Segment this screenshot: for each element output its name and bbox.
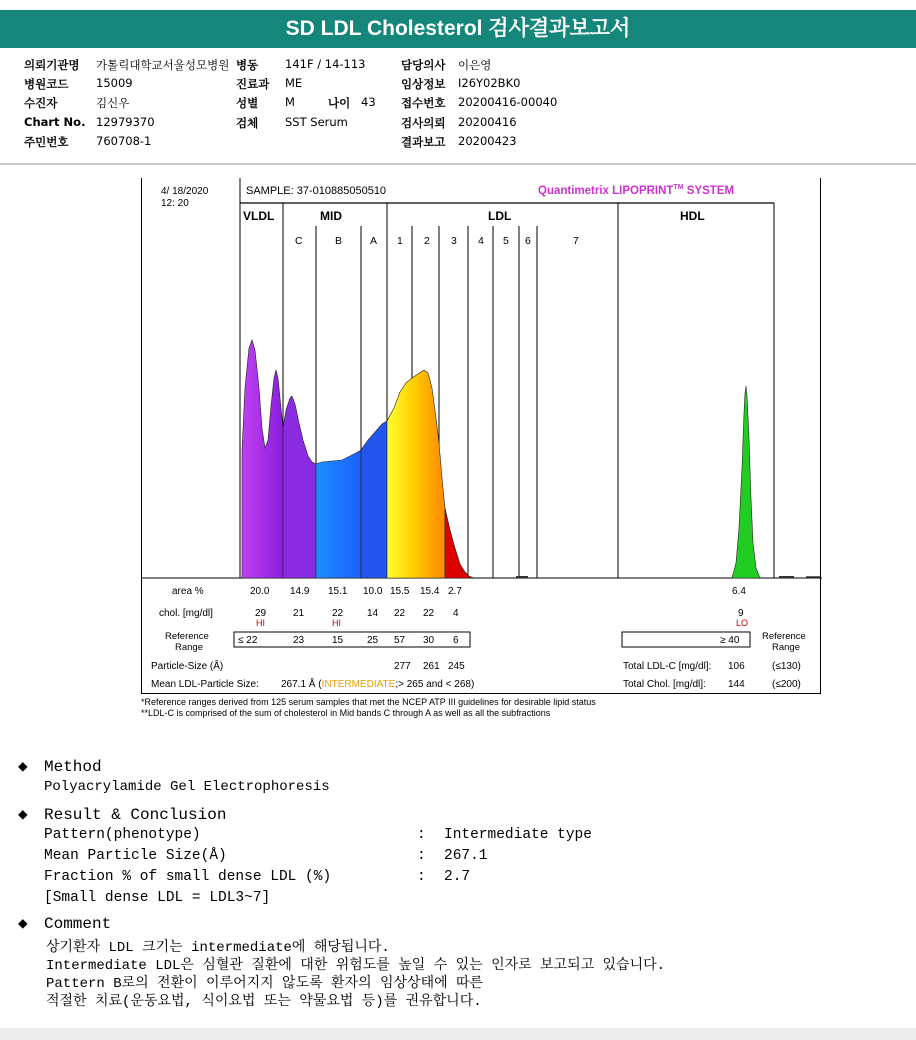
total-chol-label: Total Chol. [mg/dl]: (623, 679, 706, 690)
area-label: area % (172, 586, 204, 597)
ref-label: Range (175, 642, 203, 653)
particle-value: 277 (394, 661, 411, 672)
ref-value: 30 (423, 635, 435, 646)
total-chol-ref: (≤200) (772, 679, 801, 690)
flag-hi: HI (256, 618, 265, 628)
info-label: 나이 (328, 96, 351, 110)
chol-value: 22 (394, 608, 406, 619)
report-date: 4/ 18/2020 (161, 186, 209, 197)
ref-label: Reference (165, 631, 209, 642)
system-brand: Quantimetrix LIPOPRINT™ SYSTEM (538, 184, 735, 197)
chol-value: 22 (332, 608, 344, 619)
ref-label-right: Range (772, 642, 800, 653)
info-value: 이은영 (458, 58, 492, 72)
result-label: Mean Particle Size(Å) (44, 848, 227, 864)
report-time: 12: 20 (161, 198, 189, 209)
info-label: 성별 (236, 96, 259, 110)
particle-label: Particle-Size (Å) (151, 661, 224, 672)
lipoprint-report (141, 178, 821, 694)
info-value: 141F / 14-113 (285, 57, 366, 71)
diamond-bullet-icon: ◆ (18, 758, 28, 776)
chol-value: 21 (293, 608, 305, 619)
sample-id: SAMPLE: 37-010885050510 (246, 185, 387, 197)
group-hdl: HDL (680, 209, 705, 223)
result-label: Pattern(phenotype) (44, 827, 201, 843)
info-value: SST Serum (285, 115, 348, 129)
info-label: 병동 (236, 58, 259, 72)
info-value: I26Y02BK0 (458, 76, 521, 90)
diamond-bullet-icon: ◆ (18, 806, 28, 824)
band-label: C (295, 235, 303, 247)
method-heading: ◆ Method (18, 758, 102, 776)
area-value: 2.7 (448, 586, 462, 597)
chol-value: 9 (738, 608, 744, 619)
info-value: 20200423 (458, 134, 517, 148)
group-mid: MID (320, 209, 342, 223)
info-value: 김신우 (96, 96, 130, 110)
result-heading: ◆ Result & Conclusion (18, 806, 227, 824)
info-label: 담당의사 (401, 58, 446, 72)
band-label: 7 (573, 235, 579, 247)
area-value: 20.0 (250, 586, 270, 597)
method-text: Polyacrylamide Gel Electrophoresis (44, 779, 330, 795)
particle-value: 261 (423, 661, 440, 672)
footnote: *Reference ranges derived from 125 serum samples that met the NCEP ATP III guidelines for desirable lipid status (141, 697, 596, 707)
ref-value: 6 (453, 635, 459, 646)
chol-label: chol. [mg/dl] (159, 608, 213, 619)
area-value: 6.4 (732, 586, 746, 597)
result-sep: : (417, 827, 426, 843)
footnote: **LDL-C is comprised of the sum of cholesterol in Mid bands C through A as well as all the subfractions (141, 708, 551, 718)
ref-value: ≥ 40 (720, 635, 740, 646)
band-label: 6 (525, 235, 531, 247)
info-value: 가톨릭대학교서울성모병원 (96, 58, 230, 72)
info-value: ME (285, 76, 303, 90)
peak-mid-b (316, 450, 361, 578)
total-ldl-ref: (≤130) (772, 661, 801, 672)
band-label: 3 (451, 235, 457, 247)
info-value: 760708-1 (96, 134, 152, 148)
band-label: B (335, 235, 343, 247)
ref-value: 25 (367, 635, 379, 646)
ref-value: 15 (332, 635, 344, 646)
electrophoresis-graph (142, 178, 822, 694)
comment-line: 적절한 치료(운동요법, 식이요법 또는 약물요법 등)를 권유합니다. (46, 994, 482, 1010)
info-label: Chart No. (24, 115, 86, 129)
info-label: 진료과 (236, 77, 270, 91)
info-label: 결과보고 (401, 135, 446, 149)
particle-value: 245 (448, 661, 465, 672)
total-ldl-label: Total LDL-C [mg/dl]: (623, 661, 712, 672)
result-value: Intermediate type (444, 827, 592, 843)
area-value: 15.4 (420, 586, 440, 597)
group-ldl: LDL (488, 209, 512, 223)
info-label: 의뢰기관명 (24, 58, 80, 72)
info-label: 검사의뢰 (401, 116, 446, 130)
band-label: 5 (503, 235, 509, 247)
total-ldl-value: 106 (728, 661, 745, 672)
info-value: 12979370 (96, 115, 155, 129)
result-value: 2.7 (444, 869, 471, 885)
band-label: 2 (424, 235, 430, 247)
area-value: 10.0 (363, 586, 383, 597)
result-label: Fraction % of small dense LDL (%) (44, 869, 332, 885)
info-value: 20200416-00040 (458, 95, 558, 109)
chol-value: 22 (423, 608, 435, 619)
ref-value: ≤ 22 (238, 635, 258, 646)
info-value: 20200416 (458, 115, 517, 129)
comment-heading: ◆ Comment (18, 915, 112, 933)
info-label: 수진자 (24, 96, 58, 110)
info-value: 43 (361, 95, 376, 109)
flag-lo: LO (736, 618, 749, 628)
peak-vldl (242, 340, 283, 578)
comment-line: Intermediate LDL은 심혈관 질환에 대한 위험도를 높일 수 있는 인자로 보고되고 있습니다. (46, 958, 666, 974)
band-label: 4 (478, 235, 484, 247)
total-chol-value: 144 (728, 679, 745, 690)
area-value: 15.5 (390, 586, 410, 597)
report-title: SD LDL Cholesterol 검사결과보고서 (0, 10, 916, 48)
mean-size-value: 267.1 Å (INTERMEDIATE;> 265 and < 268) (281, 679, 475, 690)
chol-value: 29 (255, 608, 267, 619)
info-value: M (285, 95, 295, 109)
group-vldl: VLDL (243, 209, 275, 223)
ref-label-right: Reference (762, 631, 806, 642)
ref-value: 57 (394, 635, 406, 646)
peak-hdl (732, 386, 760, 578)
result-sep: : (417, 848, 426, 864)
result-sep: : (417, 869, 426, 885)
diamond-bullet-icon: ◆ (18, 915, 28, 933)
flag-hi: HI (332, 618, 341, 628)
mean-size-label: Mean LDL-Particle Size: (151, 679, 259, 690)
peak-ldl (387, 370, 445, 578)
info-label: 병원코드 (24, 77, 69, 91)
info-label: 검체 (236, 116, 259, 130)
comment-line: 상기환자 LDL 크기는 intermediate에 해당됩니다. (46, 940, 390, 956)
band-label: 1 (397, 235, 403, 247)
result-note: [Small dense LDL = LDL3~7] (44, 890, 271, 906)
chol-value: 14 (367, 608, 379, 619)
peak-mid-a (361, 421, 387, 578)
chol-value: 4 (453, 608, 459, 619)
area-value: 15.1 (328, 586, 348, 597)
peak-mid-c (283, 396, 316, 578)
ref-value: 23 (293, 635, 305, 646)
band-label: A (370, 235, 378, 247)
info-value: 15009 (96, 76, 133, 90)
info-label: 주민번호 (24, 135, 69, 149)
result-value: 267.1 (444, 848, 488, 864)
bottom-bar (0, 1028, 916, 1040)
header-divider (0, 163, 916, 165)
area-value: 14.9 (290, 586, 310, 597)
info-label: 임상정보 (401, 77, 446, 91)
peak-ldl3 (445, 508, 474, 578)
info-label: 접수번호 (401, 96, 446, 110)
comment-line: Pattern B로의 전환이 이루어지지 않도록 환자의 임상상태에 따른 (46, 976, 484, 992)
